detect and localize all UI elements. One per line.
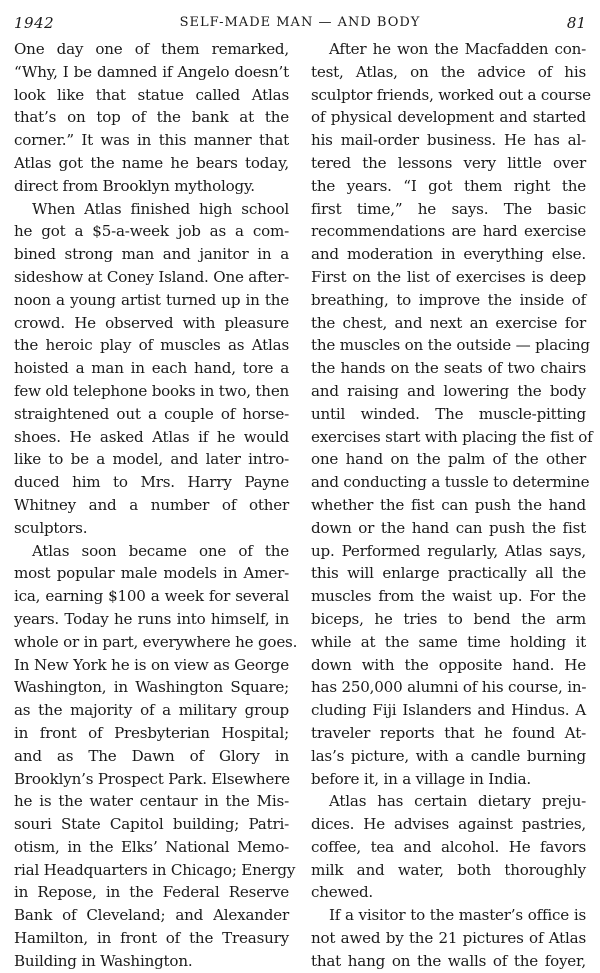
text-line: as the majority of a military group bbox=[14, 701, 289, 720]
text-line: while at the same time holding it bbox=[311, 632, 586, 651]
text-line: until winded. The muscle-pitting bbox=[311, 404, 586, 423]
text-line: down or the hand can push the fist bbox=[311, 518, 586, 537]
text-line: traveler reports that he found At- bbox=[311, 723, 586, 742]
text-line: in Repose, in the Federal Reserve bbox=[14, 883, 289, 902]
text-line: First on the list of exercises is deep bbox=[311, 267, 586, 286]
text-line: milk and water, both thoroughly bbox=[311, 860, 586, 879]
text-line: souri State Capitol building; Patri- bbox=[14, 815, 289, 834]
text-line: noon a young artist turned up in the bbox=[14, 290, 289, 309]
text-line: Hamilton, in front of the Treasury bbox=[14, 929, 289, 948]
text-line: hoisted a man in each hand, tore a bbox=[14, 359, 289, 378]
text-line: In New York he is on view as George bbox=[14, 655, 289, 674]
text-line: the muscles on the outside — placing bbox=[311, 336, 590, 355]
text-line: and as The Dawn of Glory in bbox=[14, 746, 289, 765]
text-line: sideshow at Coney Island. One after- bbox=[14, 267, 289, 286]
text-line: direct from Brooklyn mythology. bbox=[14, 176, 255, 195]
right-text-column bbox=[311, 38, 593, 973]
text-line: whole or in part, everywhere he goes. bbox=[14, 632, 298, 651]
text-line: coffee, tea and alcohol. He favors bbox=[311, 837, 586, 856]
text-line: he got a $5-a-week job as a com- bbox=[14, 222, 289, 241]
text-line: this will enlarge practically all the bbox=[311, 564, 586, 583]
text-line: the hands on the seats of two chairs bbox=[311, 359, 586, 378]
text-line: first time,” he says. The basic bbox=[311, 199, 586, 218]
text-line: has 250,000 alumni of his course, in- bbox=[311, 678, 587, 697]
text-line: his mail-order business. He has al- bbox=[311, 131, 586, 150]
text-line: in front of Presbyterian Hospital; bbox=[14, 723, 289, 742]
text-line: Atlas has certain dietary preju- bbox=[329, 792, 586, 811]
text-line: When Atlas finished high school bbox=[32, 199, 289, 218]
text-line: up. Performed regularly, Atlas says, bbox=[311, 541, 586, 560]
text-line: straightened out a couple of horse- bbox=[14, 404, 289, 423]
text-line: and moderation in everything else. bbox=[311, 245, 586, 264]
text-line: cluding Fiji Islanders and Hindus. A bbox=[311, 701, 586, 720]
text-line: like to be a model, and later intro- bbox=[14, 450, 289, 469]
left-text-column bbox=[14, 38, 298, 973]
text-line: few old telephone books in two, then bbox=[14, 381, 290, 400]
text-line: tered the lessons very little over bbox=[311, 153, 586, 172]
text-line: corner.” It was in this manner that bbox=[14, 131, 289, 150]
text-line: the heroic play of muscles as Atlas bbox=[14, 336, 289, 355]
text-line: otism, in the Elks’ National Memo- bbox=[14, 837, 289, 856]
text-line: and raising and lowering the body bbox=[311, 381, 586, 400]
text-line: muscles from the waist up. For the bbox=[311, 587, 586, 606]
text-line: crowd. He observed with pleasure bbox=[14, 313, 289, 332]
text-line: the years. “I got them right the bbox=[311, 176, 586, 195]
page-number: 81 bbox=[566, 14, 586, 32]
text-line: Whitney and a number of other bbox=[14, 495, 289, 514]
text-line: the chest, and next an exercise for bbox=[311, 313, 586, 332]
text-line: before it, in a village in India. bbox=[311, 769, 531, 788]
text-line: Building in Washington. bbox=[14, 951, 193, 970]
text-line: and conducting a tussle to determine bbox=[311, 473, 590, 492]
text-line: not awed by the 21 pictures of Atlas bbox=[311, 929, 586, 948]
text-line: ica, earning $100 a week for several bbox=[14, 587, 289, 606]
text-line: years. Today he runs into himself, in bbox=[14, 609, 289, 628]
text-line: Bank of Cleveland; and Alexander bbox=[14, 906, 289, 925]
text-line: down with the opposite hand. He bbox=[311, 655, 586, 674]
text-line: rial Headquarters in Chicago; Energy bbox=[14, 860, 296, 879]
text-line: test, Atlas, on the advice of his bbox=[311, 62, 586, 81]
text-line: that hang on the walls of the foyer, bbox=[311, 951, 586, 970]
text-line: look like that statue called Atlas bbox=[14, 85, 289, 104]
text-line: Atlas soon became one of the bbox=[32, 541, 289, 560]
header-title: SELF-MADE MAN — AND BODY bbox=[179, 15, 421, 30]
text-line: biceps, he tries to bend the arm bbox=[311, 609, 586, 628]
text-line: las’s picture, with a candle burning bbox=[311, 746, 586, 765]
text-line: sculptors. bbox=[14, 518, 88, 537]
text-line: Atlas got the name he bears today, bbox=[14, 153, 289, 172]
header-year: 1942 bbox=[14, 14, 55, 32]
text-line: chewed. bbox=[311, 883, 374, 902]
text-line: sculptor friends, worked out a course bbox=[311, 85, 591, 104]
text-line: one hand on the palm of the other bbox=[311, 450, 586, 469]
text-line: exercises start with placing the fist of bbox=[311, 427, 593, 446]
text-line: Washington, in Washington Square; bbox=[14, 678, 289, 697]
text-line: of physical development and started bbox=[311, 108, 586, 127]
text-line: dices. He advises against pastries, bbox=[311, 815, 586, 834]
text-line: One day one of them remarked, bbox=[14, 40, 289, 58]
text-line: whether the fist can push the hand bbox=[311, 495, 586, 514]
text-line: “Why, I be damned if Angelo doesn’t bbox=[14, 62, 289, 81]
text-line: that’s on top of the bank at the bbox=[14, 108, 289, 127]
text-line: shoes. He asked Atlas if he would bbox=[14, 427, 289, 446]
text-line: bined strong man and janitor in a bbox=[14, 245, 289, 264]
text-line: Brooklyn’s Prospect Park. Elsewhere bbox=[14, 769, 290, 788]
running-header bbox=[14, 14, 586, 36]
text-line: If a visitor to the master’s office is bbox=[329, 906, 586, 925]
text-line: most popular male models in Amer- bbox=[14, 564, 289, 583]
text-line: he is the water centaur in the Mis- bbox=[14, 792, 289, 811]
text-line: After he won the Macfadden con- bbox=[329, 40, 586, 58]
text-line: duced him to Mrs. Harry Payne bbox=[14, 473, 289, 492]
text-line: breathing, to improve the inside of bbox=[311, 290, 586, 309]
text-line: recommendations are hard exercise bbox=[311, 222, 586, 241]
